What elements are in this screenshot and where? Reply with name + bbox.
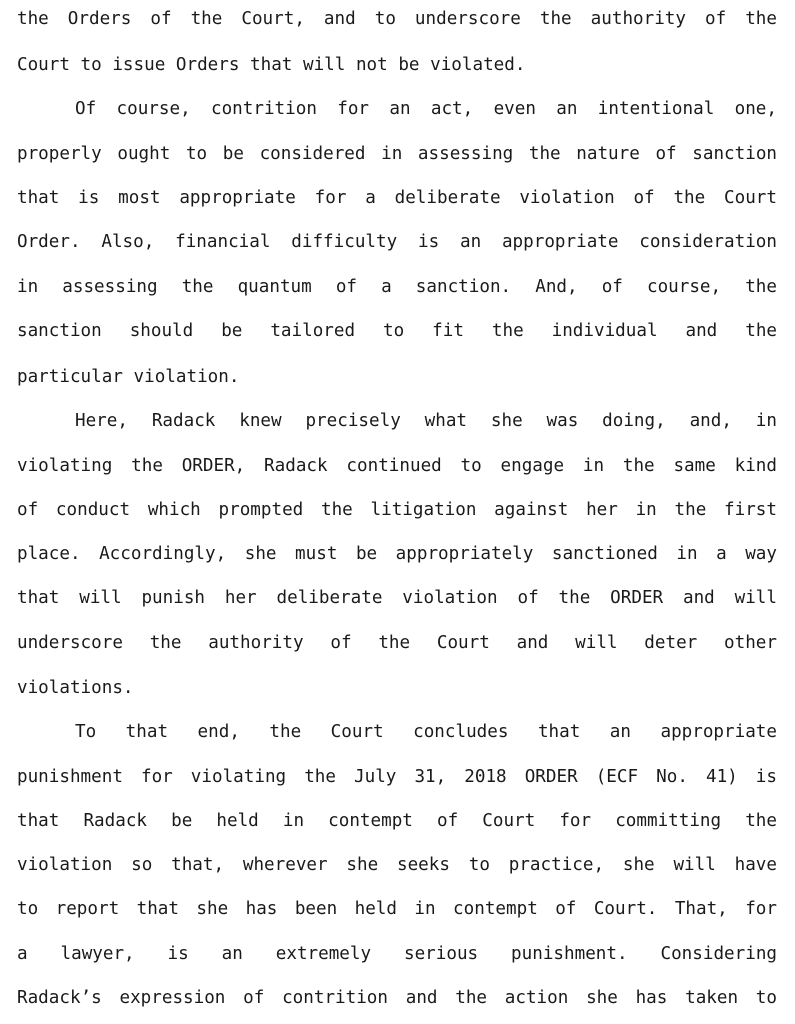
text-line-23: Radack’s expression of contrition and the action she has taken to bbox=[17, 988, 777, 1008]
text-line-12: of conduct which prompted the litigation against her in the first bbox=[17, 500, 777, 520]
text-line-15: underscore the authority of the Court and will deter other bbox=[17, 633, 777, 653]
text-line-2: Court to issue Orders that will not be violated. bbox=[17, 55, 526, 75]
text-line-9: particular violation. bbox=[17, 367, 240, 387]
text-line-13: place. Accordingly, she must be appropriately sanctioned in a way bbox=[17, 544, 777, 564]
text-line-11: violating the ORDER, Radack continued to engage in the same kind bbox=[17, 456, 777, 476]
text-line-7: in assessing the quantum of a sanction. And, of course, the bbox=[17, 277, 777, 297]
text-line-6: Order. Also, financial difficulty is an appropriate consideration bbox=[17, 232, 777, 252]
text-line-16: violations. bbox=[17, 678, 134, 698]
text-line-8: sanction should be tailored to fit the individual and the bbox=[17, 321, 777, 341]
text-line-1: the Orders of the Court, and to underscore the authority of the bbox=[17, 9, 777, 29]
text-line-17: To that end, the Court concludes that an appropriate bbox=[75, 722, 777, 742]
text-line-22: a lawyer, is an extremely serious punishment. Considering bbox=[17, 944, 777, 964]
text-line-10: Here, Radack knew precisely what she was doing, and, in bbox=[75, 411, 777, 431]
text-line-4: properly ought to be considered in assessing the nature of sanction bbox=[17, 144, 777, 164]
text-line-18: punishment for violating the July 31, 2018 ORDER (ECF No. 41) is bbox=[17, 767, 777, 787]
text-line-3: Of course, contrition for an act, even an intentional one, bbox=[75, 99, 777, 119]
text-line-20: violation so that, wherever she seeks to practice, she will have bbox=[17, 855, 777, 875]
text-line-5: that is most appropriate for a deliberate violation of the Court bbox=[17, 188, 777, 208]
text-line-19: that Radack be held in contempt of Court for committing the bbox=[17, 811, 777, 831]
text-line-21: to report that she has been held in contempt of Court. That, for bbox=[17, 899, 777, 919]
text-line-14: that will punish her deliberate violation of the ORDER and will bbox=[17, 588, 777, 608]
